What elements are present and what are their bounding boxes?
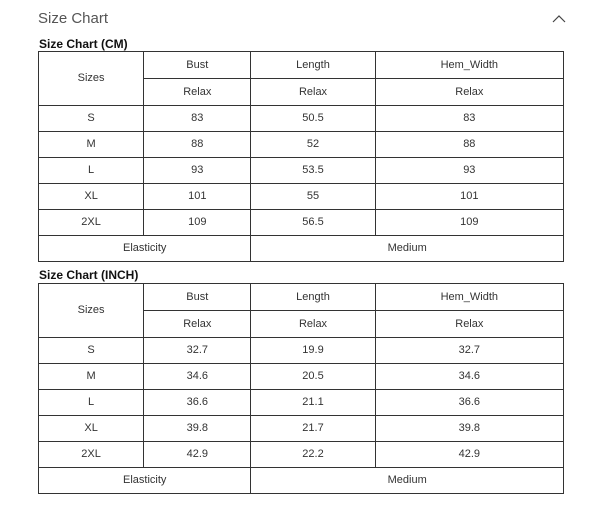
table-row (39, 338, 564, 364)
size-cell: XL (39, 416, 144, 442)
value-cell: 53.5 (251, 158, 375, 184)
elasticity-value: Medium (251, 468, 564, 494)
column-header-hem-width: Hem_Width (375, 284, 563, 311)
value-cell: 88 (375, 132, 563, 158)
size-cell: M (39, 364, 144, 390)
size-cell: 2XL (39, 210, 144, 236)
elasticity-row (39, 468, 564, 494)
column-header-length: Length (251, 52, 375, 79)
size-cell: S (39, 106, 144, 132)
size-cell: M (39, 132, 144, 158)
value-cell: 52 (251, 132, 375, 158)
value-cell: 34.6 (375, 364, 563, 390)
value-cell: 83 (144, 106, 251, 132)
table-row (39, 210, 564, 236)
value-cell: 39.8 (144, 416, 251, 442)
value-cell: 20.5 (251, 364, 375, 390)
table-row (39, 184, 564, 210)
column-header-length: Length (251, 284, 375, 311)
fit-cell: Relax (144, 311, 251, 338)
value-cell: 39.8 (375, 416, 563, 442)
value-cell: 83 (375, 106, 563, 132)
value-cell: 21.7 (251, 416, 375, 442)
elasticity-label: Elasticity (39, 468, 251, 494)
table-row (39, 132, 564, 158)
value-cell: 19.9 (251, 338, 375, 364)
size-chart-header[interactable] (38, 8, 568, 34)
value-cell: 109 (144, 210, 251, 236)
value-cell: 21.1 (251, 390, 375, 416)
fit-cell: Relax (251, 311, 375, 338)
fit-cell: Relax (144, 79, 251, 106)
value-cell: 36.6 (144, 390, 251, 416)
size-table-inch (38, 283, 564, 494)
value-cell: 109 (375, 210, 563, 236)
size-cell: 2XL (39, 442, 144, 468)
size-chart-heading: Size Chart (38, 10, 109, 27)
column-header-bust: Bust (144, 52, 251, 79)
value-cell: 101 (375, 184, 563, 210)
value-cell: 34.6 (144, 364, 251, 390)
size-cell: XL (39, 184, 144, 210)
size-cell: L (39, 390, 144, 416)
value-cell: 93 (144, 158, 251, 184)
table-row (39, 442, 564, 468)
elasticity-value: Medium (251, 236, 564, 262)
value-cell: 101 (144, 184, 251, 210)
fit-cell: Relax (375, 79, 563, 106)
chart-title-cm: Size Chart (CM) (39, 37, 128, 51)
table-header-row (39, 52, 564, 79)
table-row (39, 106, 564, 132)
table-header-row (39, 284, 564, 311)
value-cell: 50.5 (251, 106, 375, 132)
elasticity-row (39, 236, 564, 262)
value-cell: 88 (144, 132, 251, 158)
value-cell: 56.5 (251, 210, 375, 236)
value-cell: 42.9 (375, 442, 563, 468)
fit-cell: Relax (251, 79, 375, 106)
table-row (39, 364, 564, 390)
elasticity-label: Elasticity (39, 236, 251, 262)
value-cell: 32.7 (144, 338, 251, 364)
chevron-up-icon[interactable] (552, 12, 566, 26)
column-header-bust: Bust (144, 284, 251, 311)
sizes-header-cell: Sizes (39, 52, 144, 106)
table-row (39, 390, 564, 416)
value-cell: 36.6 (375, 390, 563, 416)
size-table-cm (38, 51, 564, 262)
value-cell: 42.9 (144, 442, 251, 468)
table-row (39, 416, 564, 442)
table-row (39, 158, 564, 184)
size-cell: S (39, 338, 144, 364)
fit-cell: Relax (375, 311, 563, 338)
value-cell: 32.7 (375, 338, 563, 364)
column-header-hem-width: Hem_Width (375, 52, 563, 79)
size-cell: L (39, 158, 144, 184)
sizes-header-cell: Sizes (39, 284, 144, 338)
value-cell: 93 (375, 158, 563, 184)
value-cell: 55 (251, 184, 375, 210)
value-cell: 22.2 (251, 442, 375, 468)
chart-title-inch: Size Chart (INCH) (39, 268, 139, 282)
